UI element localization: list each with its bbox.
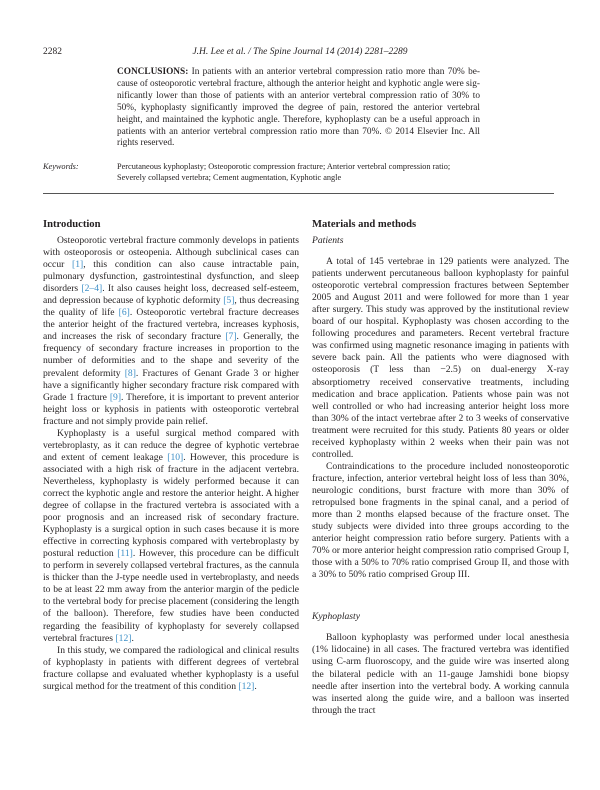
text-run: Kyphoplasty is a useful surgical method compared with vertebroplasty, as it can reduce the degree of kyphotic vertebrae and extent of cement leakage — [43, 427, 299, 463]
section-spacer — [312, 581, 569, 611]
patients-paragraph-1: A total of 145 vertebrae in 129 patients were analyzed. The patients underwent percutaneous balloon kyphoplasty for painful osteoporotic vertebral compression fractures between September 2005 and August 2011 and were followed for more than 1 year after surgery. This study was approved by the institutional review board of our hospital. Kyphoplasty was chosen according to the following procedures and parameters. Recent vertebral fracture was confirmed using magnetic resonance imaging in patients with severe back pain. All the patients who were diagnosed with osteoporosis (T less than −2.5) on dual-energy X-ray absorptiometry received conservative treatments, including medication and brace application. Patients whose pain was not well controlled or who had increasing anterior height loss more than 30% of the intact vertebrae after 2 to 3 weeks of conservative treatment were recruited for this study. Patients 80 years or older received kyphoplasty within 2 weeks when their pain was not controlled. — [312, 256, 569, 460]
text-run: . — [254, 680, 257, 692]
citation-link[interactable]: [12] — [115, 632, 132, 644]
text-run: . Fractures of Genant Grade 3 or higher have a significantly higher secondary fracture risk compared with Grade 1 fracture — [43, 367, 300, 403]
text-run: . Generally, the frequency of secondary fracture increases in proportion to the number of deformities and to the shape and severity of the prevalent deformity — [43, 331, 299, 379]
abstract-conclusions-text: In patients with an anterior vertebral compression ratio more than 70% because of osteoporotic vertebral fracture, although the anterior height and kyphotic angle were significantly lower than those of patients with an anterior vertebral compression ratio of 30% to 50%, kyphoplasty significantly improved the degree of pain, restored the anterior vertebral height, and maintained the kyphotic angle. Therefore, kyphoplasty can be a useful approach in patients with an anterior vertebral compression ratio more than 70%. © 2014 Elsevier Inc. All rights reserved. — [117, 67, 480, 149]
text-run: . Osteoporotic vertebral fracture decreases the anterior height of the fractured vertebra, increases kyphosis, and increases the risk of secondary fracture — [43, 307, 299, 343]
citation-link[interactable]: [10] — [167, 451, 184, 463]
patients-paragraph-2: Contraindications to the procedure included nonosteoporotic fracture, infection, anterior vertebral height loss of less than 30%, neurologic conditions, burst fracture with more than 30% of retropulsed bone fragments in the spinal canal, and a period of more than 2 months elapsed because of the fracture onset. The study subjects were divided into three groups according to the anterior height compression ratio before surgery. Patients with a 70% or more anterior height compression ratio comprised Group I, those with a 50% to 70% ratio comprised Group II, and those with a 30% to 50% ratio comprised Group III. — [312, 460, 569, 581]
citation-link[interactable]: [8] — [124, 367, 136, 379]
keywords-label: Keywords: — [43, 162, 79, 171]
text-run: . It also causes height loss, decreased self-esteem, and depression because of kyphotic deformity — [43, 283, 299, 307]
citation-link[interactable]: [12] — [238, 680, 255, 692]
text-run: , this condition can also cause intractable pain, pulmonary dysfunction, gastrointestinal dysfunction, and sleep disorders — [43, 259, 299, 295]
citation-link[interactable]: [11] — [117, 548, 133, 560]
text-run: . — [131, 632, 134, 644]
page-number: 2282 — [43, 47, 62, 57]
abstract-conclusions-label: CONCLUSIONS: — [117, 67, 189, 77]
citation-link[interactable]: [5] — [223, 295, 235, 307]
intro-paragraph-3 — [43, 645, 299, 693]
keywords-text: Percutaneous kyphoplasty; Osteoporotic compression fracture; Anterior vertebral compression ratio; Severely collapsed vertebra; Cement augmentation, Kyphotic angle — [117, 162, 451, 182]
kyphoplasty-paragraph-1: Balloon kyphoplasty was performed under local anesthesia (1% lidocaine) in all cases. The fractured vertebra was identified using C-arm fluoroscopy, and the guide wire was inserted along the bilateral pedicle with an 11-gauge Jamshidi bone biopsy needle after insertion into the vertebral body. A working cannula was inserted along the guide wire, and a balloon was inserted through the tract — [312, 632, 569, 716]
intro-paragraph-1 — [43, 235, 299, 428]
citation-link[interactable]: [1] — [72, 259, 84, 271]
citation-link[interactable]: [9] — [109, 391, 122, 403]
patients-subheading: Patients — [312, 235, 344, 246]
text-run: . However, this procedure can be difficult to perform in severely collapsed vertebral fractures, as the cannula is thicker than the J-type needle used in vertebroplasty, and needs to be at least 22 mm away from the anterior margin of the pedicle to the vertebral body for precise placement (considering the length of the balloon). Therefore, few studies have been conducted regarding the feasibility of kyphoplasty for severely collapsed vertebral fractures — [43, 548, 300, 644]
text-run: In this study, we compared the radiological and clinical results of kyphoplasty in patients with different degrees of vertebral fracture collapse and evaluated whether kyphoplasty is a useful surgical method for the treatment of this condition — [43, 644, 299, 692]
methods-heading: Materials and methods — [312, 219, 417, 230]
text-run: Osteoporotic vertebral fracture commonly develops in patients with osteoporosis or osteopenia. Although subclinical cases can occur — [43, 235, 299, 271]
abstract-conclusions — [117, 67, 480, 150]
text-run: . However, this procedure is associated with a high risk of fracture in the adjacent vertebra. Nevertheless, kyphoplasty is widely performed because it can correct the kyphotic angle and restore the anterior height. A higher degree of collapse in the fractured vertebra is associated with a poor prognosis and an increased risk of secondary fracture. Kyphoplasty is a surgical option in such cases because it is more effective in correcting kyphosis compared with vertebroplasty by postural reduction — [43, 451, 299, 560]
introduction-column — [43, 235, 299, 693]
citation-link[interactable]: [7] — [225, 331, 237, 343]
citation-link[interactable]: [2–4] — [81, 283, 103, 295]
citation-link[interactable]: [6] — [118, 307, 130, 319]
text-run: , thus decreasing the quality of life — [43, 295, 299, 319]
text-run: . Therefore, it is important to prevent anterior height loss or kyphosis in patients with osteoporotic vertebral fracture and not simply provide pain relief. — [43, 391, 299, 427]
kyphoplasty-subheading: Kyphoplasty — [312, 611, 360, 623]
running-head: J.H. Lee et al. / The Spine Journal 14 (2014) 2281–2289 — [192, 47, 408, 57]
abstract-divider — [43, 193, 554, 194]
introduction-heading: Introduction — [43, 219, 101, 230]
intro-paragraph-2 — [43, 428, 299, 645]
methods-column — [312, 235, 569, 717]
